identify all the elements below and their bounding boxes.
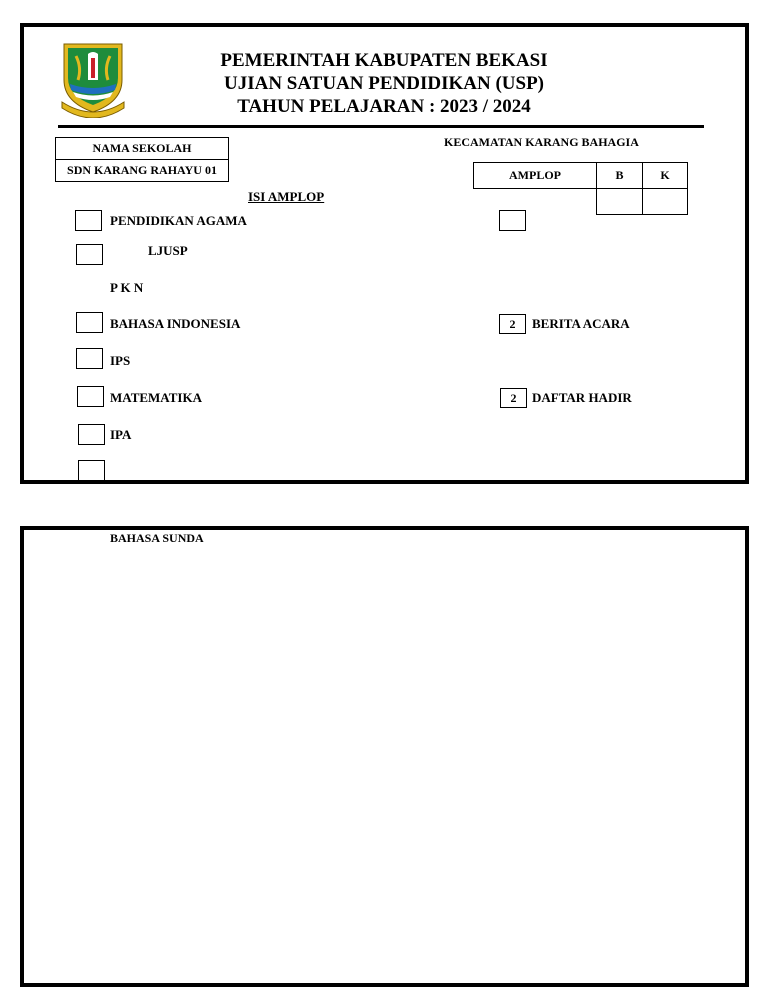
crest-icon [58,40,128,118]
checkbox-ljusp[interactable] [76,244,103,265]
checkbox-pendidikan-agama[interactable] [75,210,102,231]
checkbox-ips[interactable] [76,348,103,369]
subject-pkn: P K N [110,280,144,295]
subject-ipa: IPA [110,427,132,442]
checkbox-bahasa-indonesia[interactable] [76,312,103,333]
berita-acara-label: BERITA ACARA [532,316,630,331]
school-name-label: NAMA SEKOLAH [55,137,229,160]
k-value-cell[interactable] [642,188,688,215]
isi-amplop-title: ISI AMPLOP [248,189,325,204]
subject-matematika: MATEMATIKA [110,390,202,405]
header-line-1: PEMERINTAH KABUPATEN BEKASI [220,50,548,71]
school-name-value: SDN KARANG RAHAYU 01 [55,159,229,182]
amplop-header: AMPLOP [473,162,597,189]
subject-pendidikan-agama: PENDIDIKAN AGAMA [110,213,247,228]
daftar-hadir-count: 2 [500,388,527,408]
checkbox-matematika[interactable] [77,386,104,407]
form-page-2 [20,526,749,987]
berita-acara-count: 2 [499,314,526,334]
subject-ljusp: LJUSP [148,243,188,258]
bekasi-crest-logo [58,40,128,118]
header-line-2: UJIAN SATUAN PENDIDIKAN (USP) [223,73,545,94]
b-value-cell[interactable] [596,188,643,215]
k-header: K [642,162,688,189]
kecamatan-label: KECAMATAN KARANG BAHAGIA [444,135,639,149]
daftar-hadir-label: DAFTAR HADIR [532,390,632,405]
checkbox-bahasa-sunda[interactable] [78,460,105,480]
checkbox-ipa[interactable] [78,424,105,445]
subject-bahasa-sunda: BAHASA SUNDA [110,531,204,545]
b-header: B [596,162,643,189]
checkbox-right-top[interactable] [499,210,526,231]
subject-ips: IPS [110,353,131,368]
header-line-3: TAHUN PELAJARAN : 2023 / 2024 [237,96,531,117]
header-divider [58,125,704,128]
subject-bahasa-indonesia: BAHASA INDONESIA [110,316,241,331]
